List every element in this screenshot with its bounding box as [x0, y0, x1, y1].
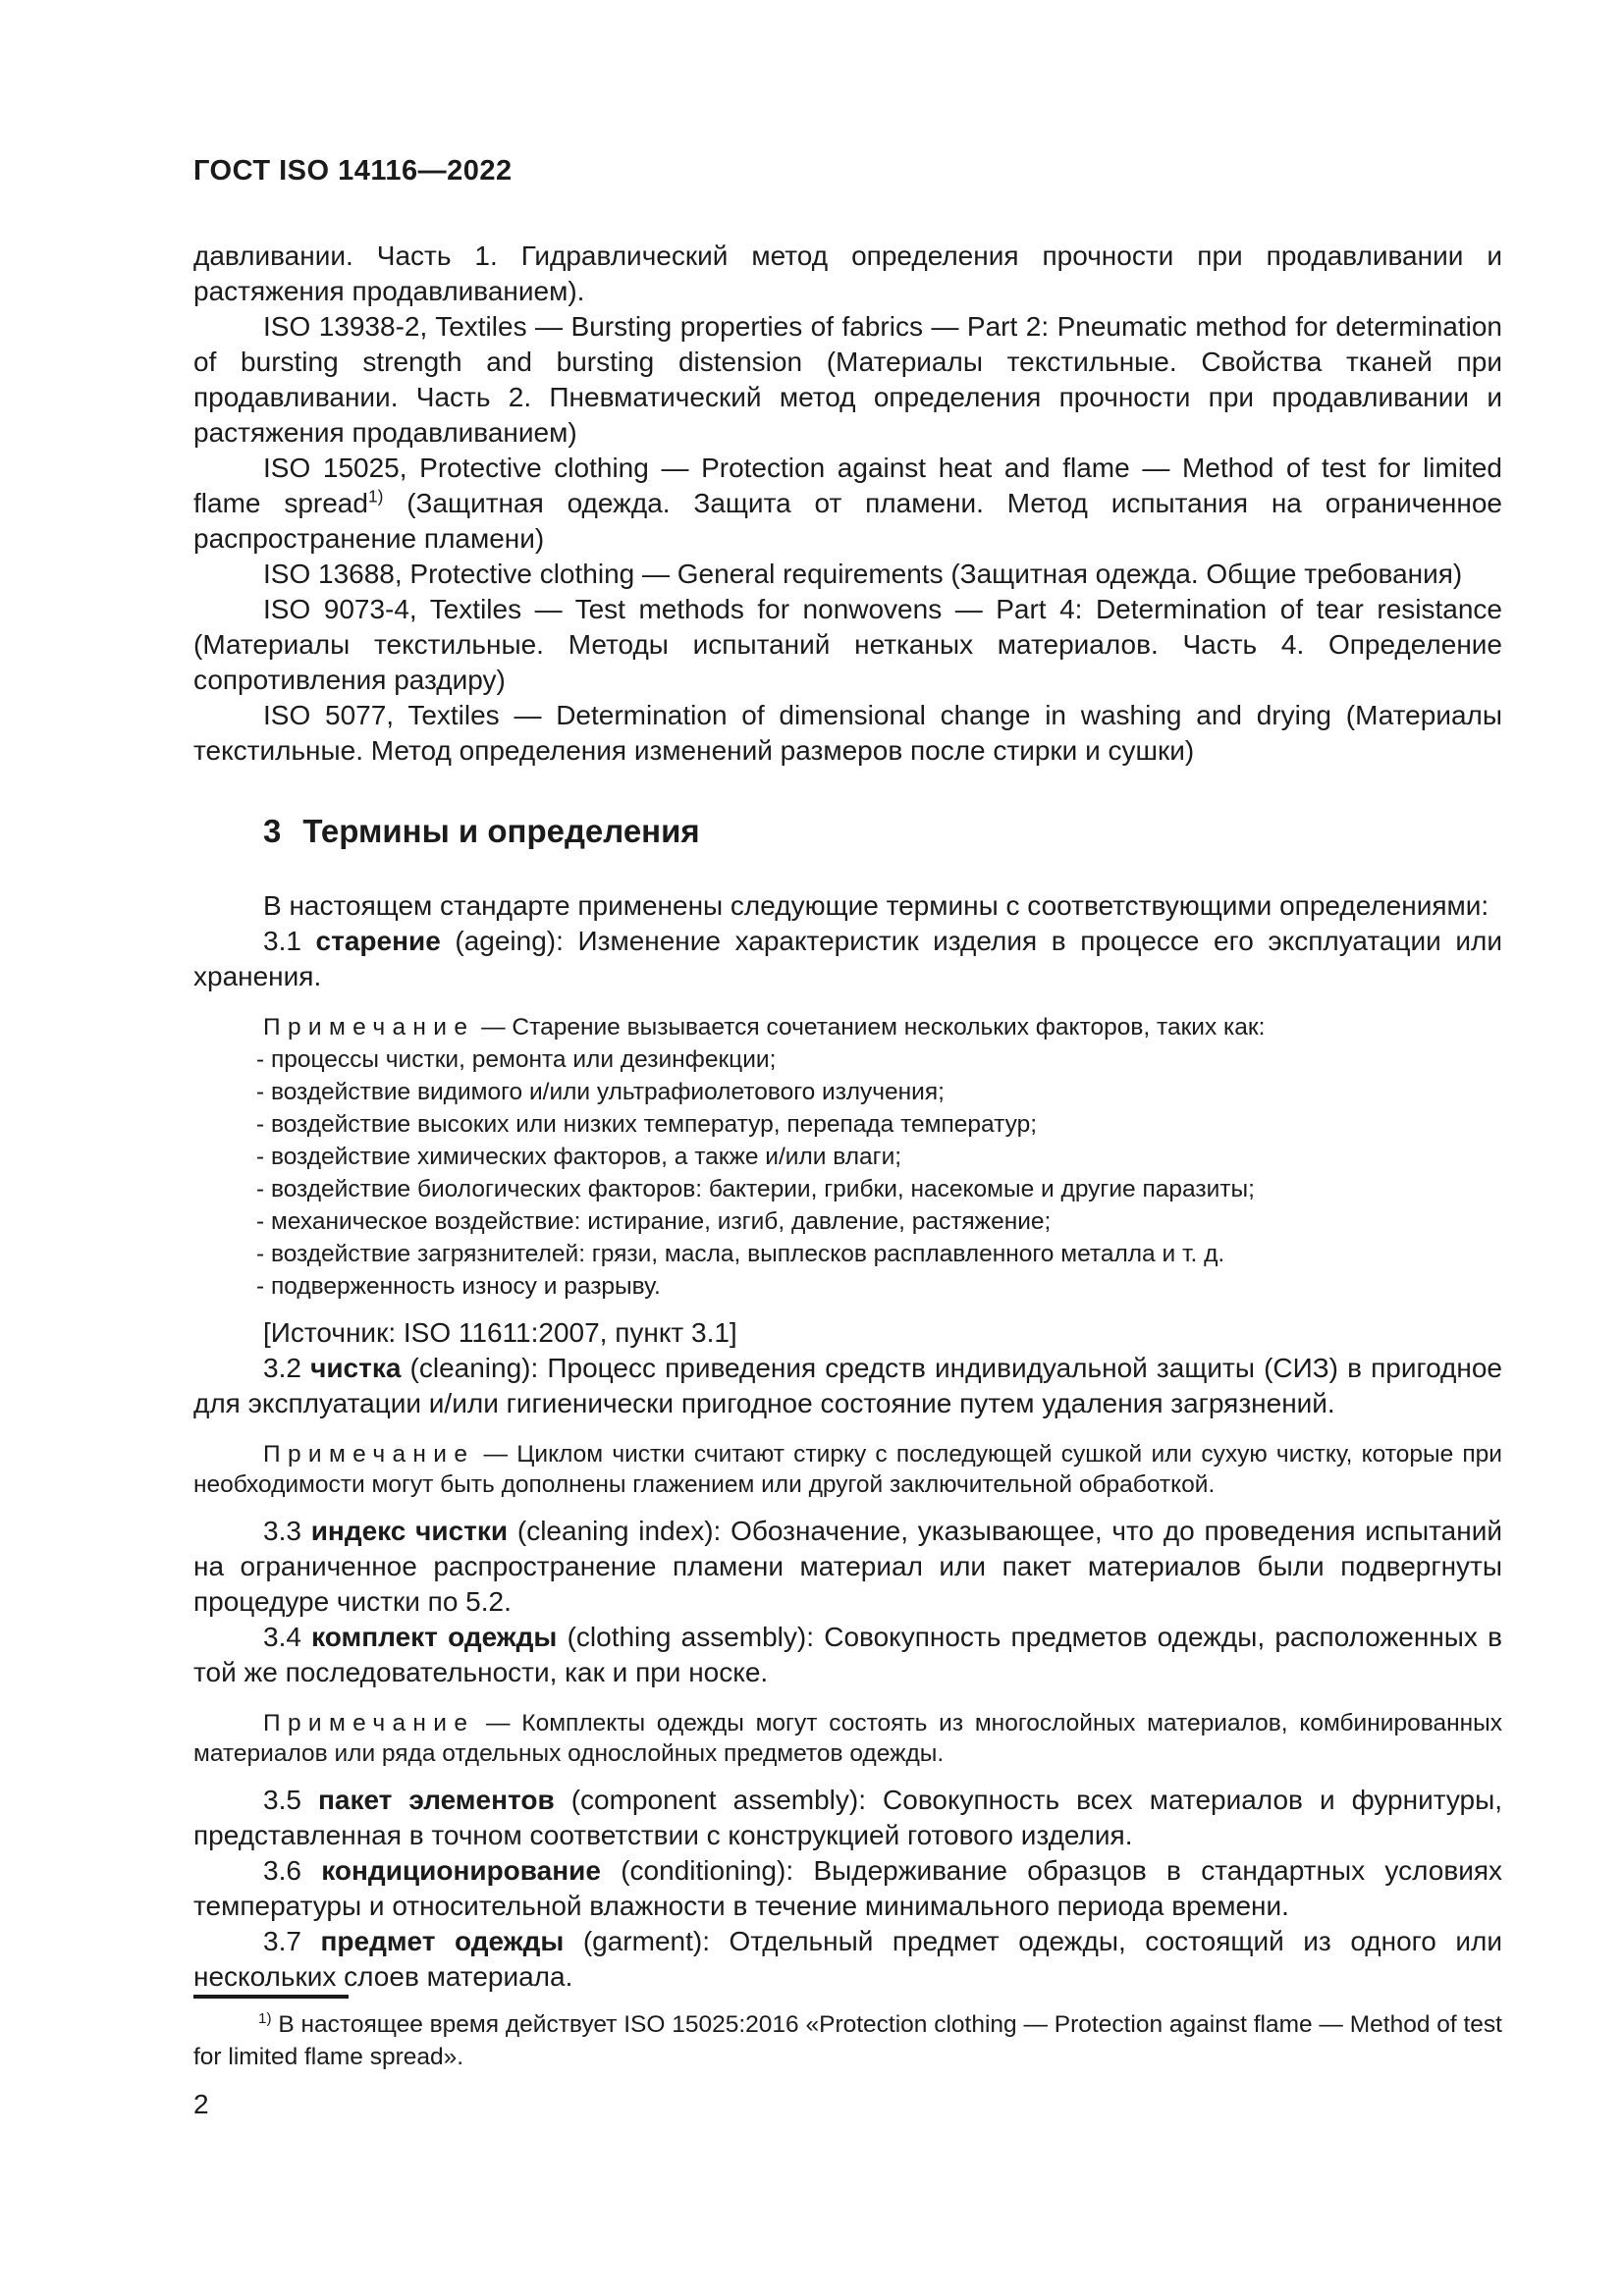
- section-intro-paragraph: В настоящем стандарте применены следующие термины с соответствующими определениями:: [263, 890, 1489, 921]
- term-number: 3.2: [263, 1353, 311, 1383]
- source-reference-paragraph: [Источник: ISO 11611:2007, пункт 3.1]: [263, 1317, 737, 1348]
- footnote-block: [193, 1995, 1502, 2122]
- term-definition: (cleaning index): Обозначение, указывающее, что до проведения испытаний на ограниченное распространение пламени материал или пакет материалов были подвергнуты процедуре чистки по 5.2.: [193, 1516, 1502, 1617]
- note-block-cleaning: [193, 1439, 1502, 1500]
- term-name: комплект одежды: [311, 1622, 558, 1652]
- footnote-separator: [193, 1995, 349, 1999]
- term-name: пакет элементов: [317, 1785, 555, 1815]
- note-block-ageing-factors: [193, 1012, 1502, 1302]
- reference-paragraph-iso-15025: [193, 451, 1502, 557]
- term-paragraph-3-6: [193, 1853, 1502, 1924]
- reference-paragraph-iso-5077: ISO 5077, Textiles — Determination of dimensional change in washing and drying (Материалы текстильные. Метод определения изменений размеров после стирки и сушки): [193, 700, 1502, 766]
- reference-paragraph-iso-13938: ISO 13938-2, Textiles — Bursting properties of fabrics — Part 2: Pneumatic method for determination of bursting strength and bursting distension (Материалы текстильные. Свойства тканей при продавливании. Часть 2. Пневматический метод определения прочности при продавливании и растяжения продавливанием): [193, 311, 1502, 448]
- term-definition: (cleaning): Процесс приведения средств индивидуальной защиты (СИЗ) в пригодное для эксплуатации и/или гигиенически пригодное состояние путем удаления загрязнений.: [193, 1353, 1503, 1418]
- reference-paragraph-iso-13688: ISO 13688, Protective clothing — General requirements (Защитная одежда. Общие требования): [263, 559, 1463, 589]
- list-item: - воздействие высоких или низких температур, перепада температур;: [256, 1111, 1038, 1138]
- reference-continuation-paragraph: давливании. Часть 1. Гидравлический метод определения прочности при продавливании и растяжения продавливанием).: [193, 240, 1502, 306]
- note-text: — Старение вызывается сочетанием нескольких факторов, таких как:: [474, 1014, 1266, 1041]
- note-label: Примечание: [263, 1441, 475, 1468]
- term-number: 3.7: [263, 1926, 321, 1956]
- term-name: старение: [315, 926, 441, 956]
- term-name: кондиционирование: [321, 1855, 601, 1886]
- note-label: Примечание: [263, 1710, 475, 1736]
- footnote-text: В настоящее время действует ISO 15025:2016 «Protection clothing — Protection against flame — Method of test for limited flame spread».: [193, 2011, 1502, 2070]
- reference-text-tail: (Защитная одежда. Защита от пламени. Метод испытания на ограниченное распространение пламени): [193, 488, 1502, 554]
- term-number: 3.4: [263, 1622, 312, 1652]
- term-number: 3.6: [263, 1855, 322, 1886]
- term-paragraph-3-7: [193, 1924, 1502, 1995]
- section-3-heading: [193, 812, 1502, 851]
- note-label: Примечание: [263, 1014, 475, 1041]
- list-item: - подверженность износу и разрыву.: [256, 1273, 661, 1300]
- note-lead-paragraph: [193, 1708, 1502, 1769]
- list-item: - воздействие химических факторов, а также и/или влаги;: [256, 1144, 902, 1170]
- term-definition: (conditioning): Выдерживание образцов в стандартных условиях температуры и относительной влажности в течение минимального периода времени.: [193, 1855, 1503, 1921]
- note-lead-paragraph: [193, 1012, 1502, 1042]
- term-name: чистка: [310, 1353, 402, 1383]
- list-item: - процессы чистки, ремонта или дезинфекции;: [256, 1046, 777, 1073]
- reference-paragraph-iso-9073: ISO 9073-4, Textiles — Test methods for nonwovens — Part 4: Determination of tear resistance (Материалы текстильные. Методы испытаний нетканых материалов. Часть 4. Определение сопротивления раздиру): [193, 594, 1502, 695]
- ageing-factors-list: [193, 1044, 1502, 1302]
- section-title: Термины и определения: [302, 813, 700, 849]
- list-item: - механическое воздействие: истирание, изгиб, давление, растяжение;: [256, 1208, 1052, 1235]
- term-paragraph-3-1: [193, 924, 1502, 994]
- term-definition: (component assembly): Совокупность всех материалов и фурнитуры, представленная в точном соответствии с конструкцией готового изделия.: [193, 1785, 1503, 1850]
- footnote-reference-mark: 1): [367, 486, 384, 507]
- note-block-clothing-assembly: [193, 1708, 1502, 1769]
- term-number: 3.1: [263, 926, 316, 956]
- reference-text: ISO 15025, Protective clothing — Protection against heat and flame — Method of test for limited flame spread: [193, 453, 1502, 518]
- term-number: 3.5: [263, 1785, 318, 1815]
- term-definition: (ageing): Изменение характеристик изделия в процессе его эксплуатации или хранения.: [193, 926, 1502, 991]
- footnote-marker: 1): [258, 2009, 272, 2027]
- term-number: 3.3: [263, 1516, 311, 1546]
- term-paragraph-3-3: [193, 1514, 1502, 1620]
- note-text: — Циклом чистки считают стирку с последующей сушкой или сухую чистку, которые при необходимости могут быть дополнены глажением или другой заключительной обработкой.: [193, 1441, 1502, 1498]
- list-item: - воздействие видимого и/или ультрафиолетового излучения;: [256, 1079, 945, 1105]
- list-item: - воздействие загрязнителей: грязи, масла, выплесков расплавленного металла и т. д.: [256, 1241, 1225, 1267]
- term-name: предмет одежды: [320, 1926, 565, 1956]
- page-number: 2: [193, 2089, 209, 2119]
- list-item: - воздействие биологических факторов: бактерии, грибки, насекомые и другие паразиты;: [256, 1176, 1255, 1202]
- term-paragraph-3-2: [193, 1351, 1502, 1421]
- term-paragraph-3-4: [193, 1620, 1502, 1690]
- term-name: индекс чистки: [310, 1516, 509, 1546]
- term-paragraph-3-5: [193, 1783, 1502, 1853]
- footnote-paragraph: [193, 2008, 1502, 2073]
- term-definition: (garment): Отдельный предмет одежды, состоящий из одного или нескольких слоев материала.: [193, 1926, 1502, 1992]
- section-number: 3: [263, 813, 282, 849]
- term-definition: (clothing assembly): Совокупность предметов одежды, расположенных в той же последовательности, как и при носке.: [193, 1622, 1503, 1687]
- note-text: — Комплекты одежды могут состоять из многослойных материалов, комбинированных материалов или ряда отдельных однослойных предметов одежды.: [193, 1710, 1502, 1767]
- running-header: ГОСТ ISO 14116—2022: [193, 155, 513, 187]
- note-lead-paragraph: [193, 1439, 1502, 1500]
